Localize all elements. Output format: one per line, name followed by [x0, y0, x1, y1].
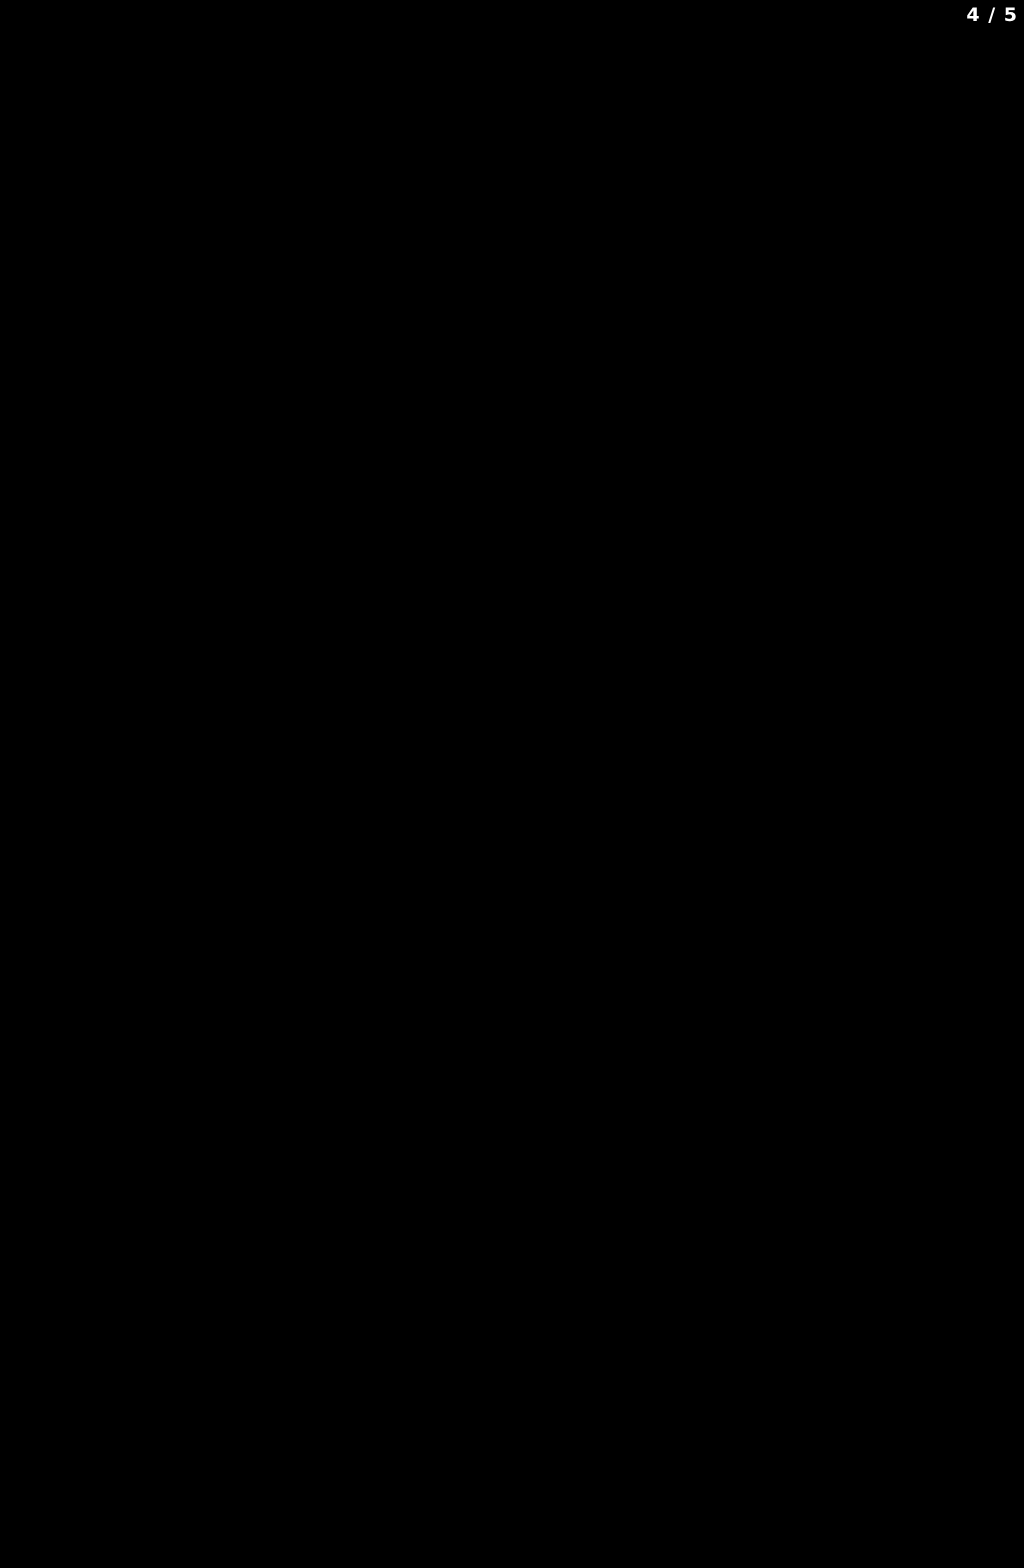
budget-total-amount: 67.000 kr [470, 793, 560, 816]
budget-total [40, 787, 660, 822]
budget-item [40, 665, 660, 700]
page-number: 4 / 5 [966, 4, 1018, 26]
budget-item [40, 700, 660, 735]
reference-list [6, 937, 1016, 1518]
budget-item-label: Materialkostnader [98, 741, 265, 764]
reference-item: 4] Terragni, L., Garnweidner, L.M., Pettersen, K.S. & Mosdøl, A. 2014, "Migration as a Turning Point in Food Habits: The Early Phase of Dietary Acculturation among Women from South Asian, African, and Middle Eastern Countries Living in Norway", Ecology of Food and Nutrition, vol. 53, no. 3, pp. 273-291. [6, 1172, 1002, 1240]
budget-item [40, 630, 660, 665]
reference-item: 1] Tiedje, K., Wieland, M.L., Meiers, S.J., Mohamed, A.A., Formea, C.M., Ridgeway, J.L., Asiedu, G.B., Boyum, G., Weis, J.A., Nigon, J.A., Patten, C.A. & Sia, I.G. 2014, "A focus group study of healthy eating knowledge, practices, and barriers among adult and adolescent immigrants and refugees in the United States", The international journal of behavioral nutrition and physical activity, vol. 11, no. 1, pp. 63-63. [6, 939, 1010, 1007]
reference-item: 5] Jensterle, M., Kocjan, T., Kravos, N.A., Pfeifer, M. & Janez, A. 2015, "Short-term intervention with liraglutide improved eating behavior in obese women with polycystic ovary syndrome", Endocrine Research, vol. 40, no. 3, pp. 133-138. [6, 1265, 981, 1310]
reference-item: 6] Socialstyrelsen. Självrapporterad hälsa hos personer med utländsk bakgrund – underlag till samlad redovisning av integrationspolitikens resultat. Stockholm: 2007. [6, 1335, 974, 1379]
budget-item-amount: 2.000 kr [466, 706, 542, 729]
reference-item: 2] Barry, D.T. & Garner, D.M. 2001, "Eating concerns in East Asian immigrants: Relationships between acculturation, self-construal, ethnic identity, gender, psychological functioning and eating concerns", Eating and Weight Disorders - Studies on Anorexia, Bulimia and Obesity, vol. 6, no. 2, pp. 90-98. [6, 1032, 998, 1101]
budget-item-label: Marknadspersonal, 1 dag [98, 706, 335, 729]
budget-total-label: Summa projektkostnad som sökes [98, 793, 445, 816]
bullet-icon [40, 644, 48, 652]
budget-item-label: Psykolog, 5 dagar [98, 636, 267, 659]
budget-item-amount: 30.000 kr [466, 671, 554, 694]
budget-list [40, 630, 660, 822]
reference-item: 8] Nestle M. Food Politics: How the Food Industry Influences Nutrition and Health. Berkeley, CA: University of California Press; 2002 [6, 1474, 897, 1494]
reference-item: 7] Vallianatos, H. & Raine, K. 2008, "Consuming Food and Constructing Identities among Arabic and South Asian Immigrant Women", Food, Culture & Society, vol. 11, no. 3, pp. 355-373. [6, 1405, 1010, 1449]
reference-item: 3] Statensfolkhälsoinstitut.Födelselandetsbetydelse – en rapport om hälsan hos olika invandrargrupper i Sverige 2002 Rapport 2002:29. [6, 1126, 896, 1146]
budget-item-label: Dietist, 5 dagar [98, 671, 240, 694]
budget-item [40, 735, 660, 770]
bullet-icon [40, 679, 48, 687]
budget-item-amount: 5.000 kr [466, 741, 542, 764]
budget-item-amount: 30.000 kr [466, 636, 554, 659]
